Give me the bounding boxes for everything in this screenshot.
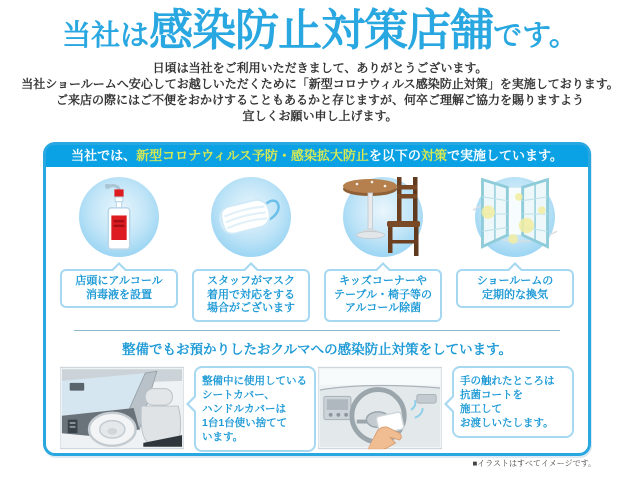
speech-line: 施工して xyxy=(460,402,502,415)
page-title xyxy=(0,8,640,54)
measure-mask xyxy=(188,177,314,322)
measure-caption xyxy=(456,269,574,308)
service-heading: 整備でもお預かりしたおクルマへの感染防止対策をしています。 xyxy=(121,341,512,357)
table-and-chair-icon xyxy=(343,177,423,257)
measures-row xyxy=(46,167,588,322)
speech-line: 抗菌コートを xyxy=(460,388,523,401)
banner-text: を以下の xyxy=(368,148,421,163)
speech-line: お渡しいたします。 xyxy=(460,416,554,429)
open-window-graphic xyxy=(471,172,559,260)
banner-highlight: 対策 xyxy=(420,148,447,163)
measure-caption xyxy=(324,269,442,322)
intro-line: 当社ショールームへ安心してお越しいただくために「新型コロナウィルス感染防止対策」を実施しております。 xyxy=(21,77,619,92)
speech-line: います。 xyxy=(202,430,244,443)
alcohol-spray-graphic xyxy=(96,180,142,254)
intro-line: 日頃は当社をご利用いただきまして、ありがとうございます。 xyxy=(152,61,488,76)
caption-line: 消毒液を設置 xyxy=(86,288,152,301)
caption-line: 着用で対応をする xyxy=(207,288,295,301)
service-speech-bubble xyxy=(452,366,574,438)
measure-table-chair xyxy=(320,177,446,322)
speech-line: 整備中に使用している xyxy=(202,374,307,387)
service-item-coating xyxy=(318,366,574,452)
banner-highlight: 新型コロナウィルス予防・感染拡大防止 xyxy=(136,148,369,163)
title-emphasis: 感染防止対策店舗 xyxy=(149,6,494,55)
measure-ventilation xyxy=(452,177,578,322)
measures-box xyxy=(43,142,591,456)
speech-line: シートカバー、 xyxy=(202,388,275,401)
service-row xyxy=(46,358,588,452)
title-suffix: です。 xyxy=(493,20,578,52)
measures-banner xyxy=(46,145,588,167)
face-mask-icon xyxy=(211,177,291,257)
caption-line: 店頭にアルコール xyxy=(75,275,163,287)
banner-text: 当社では、 xyxy=(71,148,137,163)
intro-paragraph xyxy=(0,60,640,124)
measure-caption xyxy=(60,269,178,308)
open-window-icon xyxy=(475,177,555,257)
table-and-chair-graphic xyxy=(339,172,427,260)
car-seat-and-handle-cover-illustration xyxy=(60,366,184,450)
measure-alcohol xyxy=(56,177,182,322)
intro-line: 宜しくお願い申し上げます。 xyxy=(242,109,398,124)
caption-line: テーブル・椅子等の xyxy=(333,288,432,301)
measure-caption xyxy=(192,269,310,322)
caption-line: ショールームの xyxy=(476,275,554,287)
section-divider xyxy=(74,330,560,331)
service-item-covers xyxy=(60,366,316,452)
speech-line: ハンドルカバーは xyxy=(202,402,286,415)
caption-line: スタッフがマスク xyxy=(207,275,295,287)
dashboard-wiping-illustration xyxy=(318,366,442,450)
speech-line: 1台1台使い捨てて xyxy=(202,416,288,429)
caption-line: 定期的な換気 xyxy=(482,288,548,301)
intro-line: ご来店の際にはご不便をおかけすることもあるかと存じますが、何卒ご理解ご協力を賜りますよう xyxy=(55,93,584,108)
alcohol-spray-icon xyxy=(79,177,159,257)
face-mask-graphic xyxy=(215,188,287,246)
caption-line: キッズコーナーや xyxy=(339,275,427,287)
banner-text: で実施しています。 xyxy=(446,148,563,163)
speech-line: 手の触れたところは xyxy=(460,374,555,387)
caption-line: 場合がございます xyxy=(207,302,295,314)
caption-line: アルコール除菌 xyxy=(344,302,422,314)
footnote: ■イラストはすべてイメージです。 xyxy=(472,459,596,468)
title-prefix: 当社は xyxy=(62,20,150,52)
service-speech-bubble xyxy=(194,366,316,452)
